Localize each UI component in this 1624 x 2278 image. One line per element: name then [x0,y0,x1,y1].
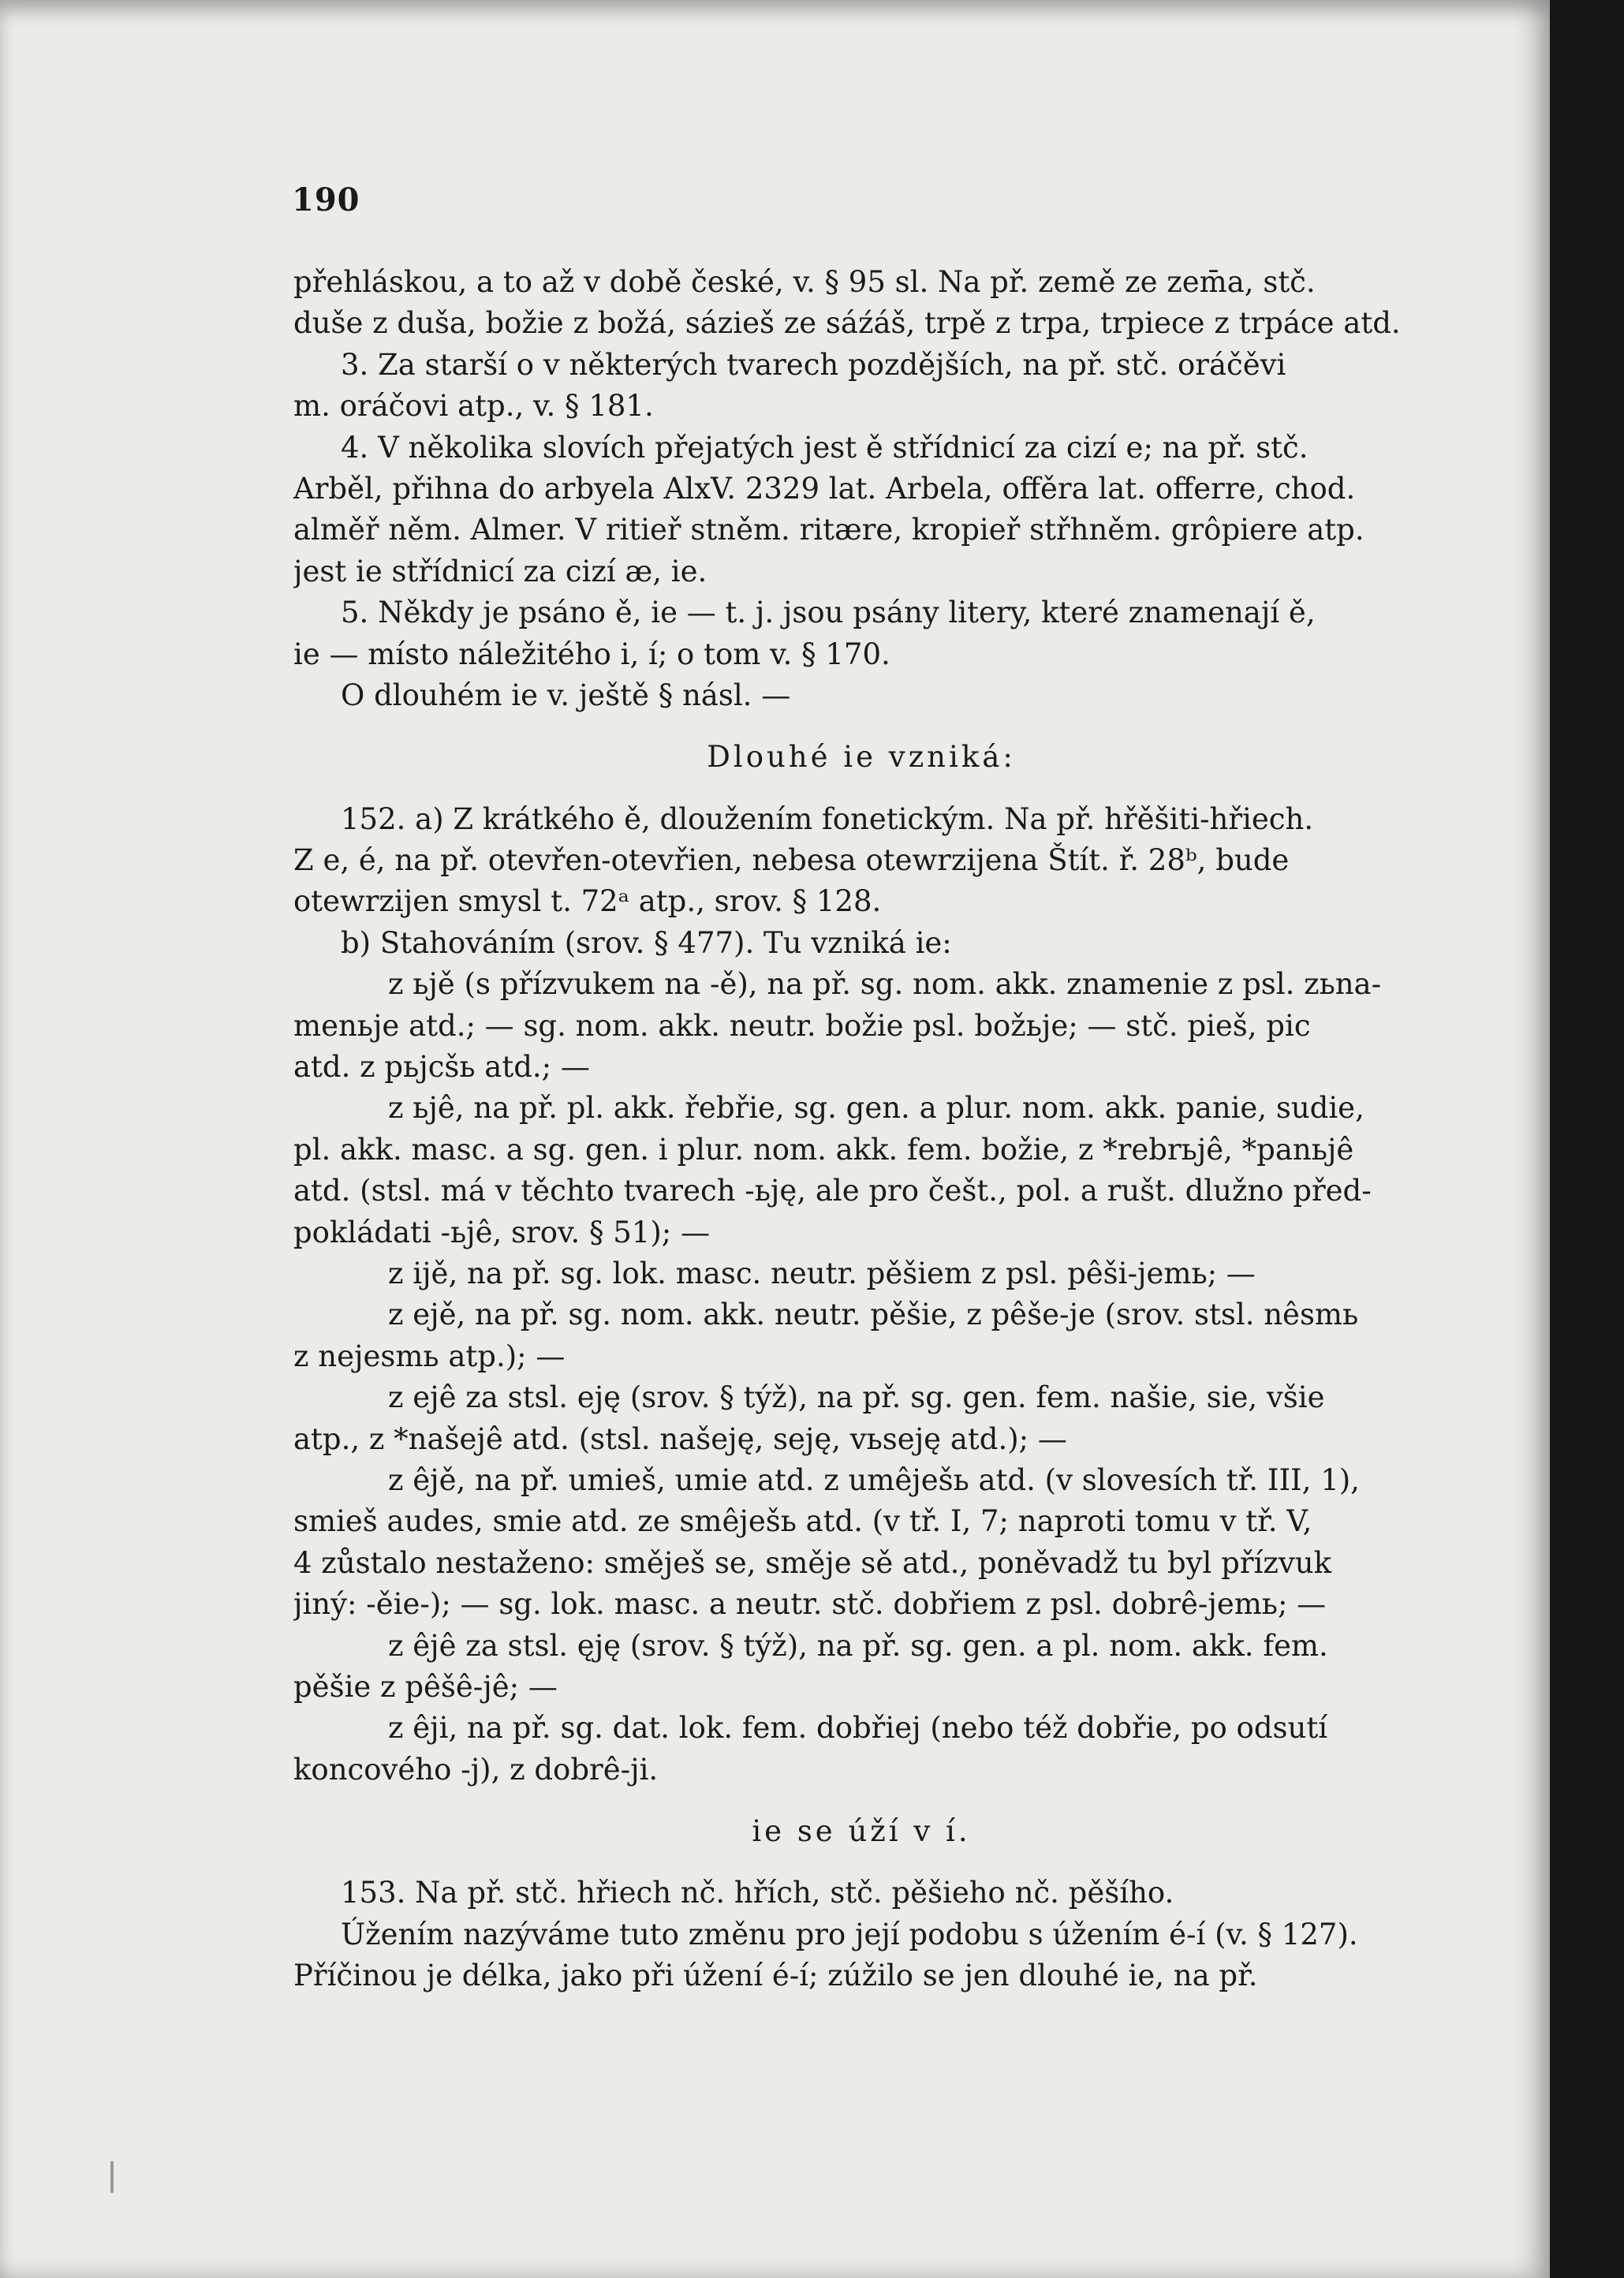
text-line: Z e, é, na př. otevřen-otevřien, nebesa otewrzijena Štít. ř. 28ᵇ, bude [293,843,1290,878]
text-line: duše z duša, božie z božá, sázieš ze sáźáš, trpě z trpa, trpiece z trpáce atd. [293,306,1401,341]
margin-mark [110,2161,114,2193]
spacer [293,716,1429,737]
text-line: O dlouhém ie v. ještě § násl. — [341,678,791,712]
text-line: ie — místo náležitého i, í; o tom v. § 170. [293,637,890,671]
text-line: menьje atd.; — sg. nom. akk. neutr. božie psl. božьje; — stč. pieš, pic [293,1008,1311,1043]
text-line: z êjê za stsl. ęję (srov. § týž), na př. sg. gen. a pl. nom. akk. fem. [388,1628,1328,1663]
text-line: z ьjě (s přízvukem na -ě), na př. sg. nom. akk. znamenie z psl. zьna- [388,967,1382,1002]
text-line: pokládati -ьjê, srov. § 51); — [293,1215,711,1249]
scan-edge [1550,0,1624,2278]
section-152-start: 152. a) Z krátkého ě, dloužením fonetickým. Na př. hřěšiti-hřiech. [341,801,1314,836]
text-line: alměř něm. Almer. V ritieř stněm. ritære, kropieř střhněm. grôpiere atp. [293,513,1365,547]
text-line: Příčinou je délka, jako při úžení é-í; zúžilo se jen dlouhé ie, na př. [293,1959,1258,1993]
text-line: z ejê za stsl. eję (srov. § týž), na př. sg. gen. fem. našie, sie, všie [388,1380,1325,1415]
section-153-start: 153. Na př. stč. hřiech nč. hřích, stč. pěšieho nč. pěšího. [341,1876,1174,1910]
text-line: pl. akk. masc. a sg. gen. i plur. nom. akk. fem. božie, z *rebrьjê, *panьjê [293,1132,1354,1167]
text-line: m. oráčovi atp., v. § 181. [293,389,654,424]
spacer [293,779,1429,799]
spacer [293,1791,1429,1811]
text-line: Arběl, přihna do arbyela AlxV. 2329 lat. Arbela, offěra lat. offerre, chod. [293,471,1356,506]
text-line: pěšie z pêšê-jê; — [293,1669,558,1704]
page-number: 190 [292,181,360,218]
body-text [293,262,1429,1997]
text-line: jest ie střídnicí za cizí æ, ie. [293,554,707,588]
text-line: 4 zůstalo nestaženo: směješ se, směje sě atd., poněvadž tu byl přízvuk [293,1545,1331,1580]
text-line: koncového -j), z dobrê-ji. [293,1752,659,1787]
text-line: 4. V několika slovích přejatých jest ě střídnicí za cizí e; na př. stč. [341,430,1309,465]
text-line: z ejě, na př. sg. nom. akk. neutr. pěšie, z pêše-je (srov. stsl. nêsmь [388,1298,1359,1332]
text-line: přehláskou, a to až v době české, v. § 95 sl. Na př. země ze zem̄a, stč. [293,265,1316,299]
text-line: otewrzijen smysl t. 72ᵃ atp., srov. § 128. [293,884,882,919]
text-line: atd. z pьjcšь atd.; — [293,1050,590,1085]
text-line: 5. Někdy je psáno ě, ie — t. j. jsou psány litery, které znamenají ě, [341,596,1316,630]
section-heading: ie se úží v í. [752,1814,971,1849]
text-line: z êjě, na př. umieš, umie atd. z umêješь atd. (v slovesích tř. III, 1), [388,1462,1360,1497]
text-line: smieš audes, smie atd. ze smêješь atd. (v tř. I, 7; naproti tomu v tř. V, [293,1504,1312,1539]
text-line: Úžením nazýváme tuto změnu pro její podobu s úžením é-í (v. § 127). [341,1917,1358,1951]
text-line: z nejesmь atp.); — [293,1339,566,1373]
text-line: 3. Za starší o v některých tvarech pozdějších, na př. stč. oráčěvi [341,347,1286,382]
text-line: atp., z *našejê atd. (stsl. našeję, seję, vьseję atd.); — [293,1421,1067,1456]
text-line: jiný: -ěie-); — sg. lok. masc. a neutr. stč. dobřiem z psl. dobrê-jemь; — [293,1587,1327,1622]
spacer [293,1852,1429,1873]
text-line: atd. (stsl. má v těchto tvarech -ьję, ale pro češt., pol. a rušt. dlužno před- [293,1174,1372,1208]
text-line: z ijě, na př. sg. lok. masc. neutr. pěšiem z psl. pêši-jemь; — [388,1256,1256,1290]
text-line: z ьjê, na př. pl. akk. řebřie, sg. gen. a plur. nom. akk. panie, sudie, [388,1091,1365,1126]
section-heading: Dlouhé ie vzniká: [707,740,1016,775]
text-line: z êji, na př. sg. dat. lok. fem. dobřiej (nebo též dobřie, po odsutí [388,1711,1328,1746]
text-line: b) Stahováním (srov. § 477). Tu vzniká ie: [341,925,952,960]
